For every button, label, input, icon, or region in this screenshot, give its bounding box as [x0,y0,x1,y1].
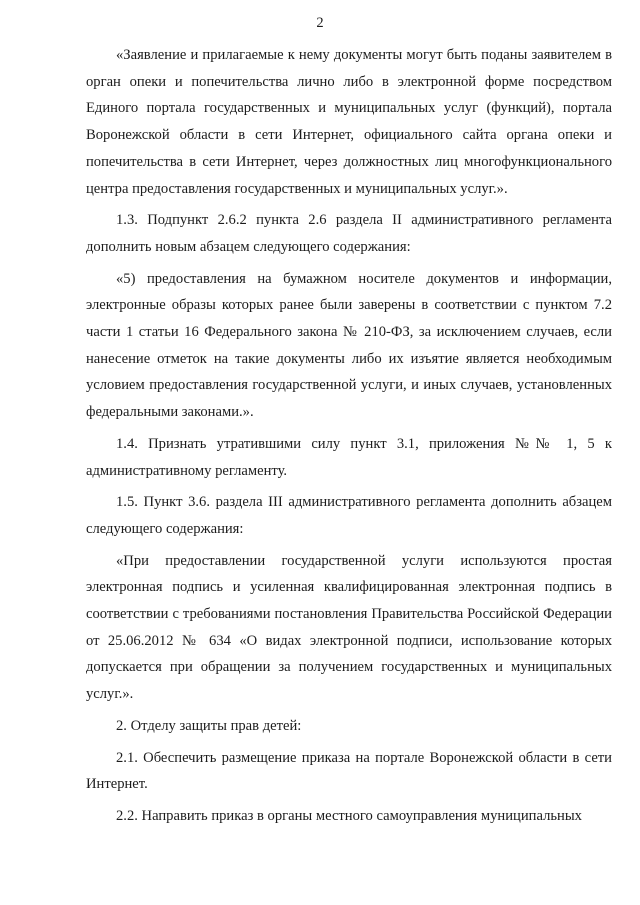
document-body [86,42,612,835]
paragraph-item-1-3: 1.3. Подпункт 2.6.2 пункта 2.6 раздела II административного регламента дополнить новым абзацем следующего содержания: [86,212,612,255]
paragraph-item-2: 2. Отделу защиты прав детей: [116,717,302,734]
paragraph-quote-electronic-signature: «При предоставлении государственной услуги используются простая электронная подпись и усиленная квалифицированная электронная подпись в соответствии с требованиями постановления Правительства Российской Федерации от 25.06.2012 № 634 «О видах электронной подписи, использование которых допускается при обращении за получением государственных и муниципальных услуг.». [86,552,612,703]
paragraph-item-2-1: 2.1. Обеспечить размещение приказа на портале Воронежской области в сети Интернет. [86,749,612,793]
paragraph-item-2-2: 2.2. Направить приказ в органы местного самоуправления муниципальных [116,807,582,824]
paragraph-application-submission: «Заявление и прилагаемые к нему документы могут быть поданы заявителем в орган опеки и попечительства лично либо в электронной форме посредством Единого портала государственных и муниципальных услуг (функций), портала Воронежской области в сети Интернет, официального сайта органа опеки и попечительства в сети Интернет, через должностных лиц многофункционального центра предоставления государственных и муниципальных услуг.». [86,47,612,197]
paragraph-quote-item-5: «5) предоставления на бумажном носителе документов и информации, электронные образы которых ранее были заверены в соответствии с пунктом 7.2 части 1 статьи 16 Федерального закона № 210-ФЗ, за исключением случаев, если нанесение отметок на такие документы либо их изъятие является необходимым условием предоставления государственной услуги, и иных случаев, установленных федеральными законами.». [86,270,612,421]
paragraph-item-1-4: 1.4. Признать утратившими силу пункт 3.1, приложения №№ 1, 5 к административному регламенту. [86,435,612,479]
paragraph-item-1-5: 1.5. Пункт 3.6. раздела III административного регламента дополнить абзацем следующего содержания: [86,494,612,537]
page-number: 2 [316,15,324,31]
